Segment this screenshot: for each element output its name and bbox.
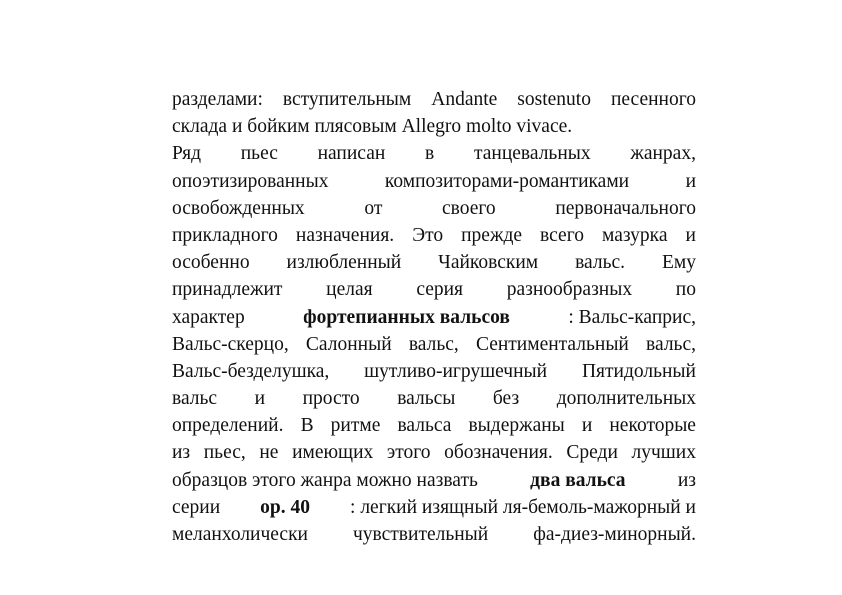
word: определений. xyxy=(172,415,284,437)
word: Чайковским xyxy=(438,252,539,274)
word: разнообразных xyxy=(506,279,633,301)
word: просто xyxy=(302,388,360,410)
text-line xyxy=(172,304,696,331)
word: Сентиментальный xyxy=(475,333,629,355)
word: своего xyxy=(442,197,496,219)
word: Это xyxy=(412,224,444,246)
text-line xyxy=(172,331,696,358)
word: написан xyxy=(317,143,386,165)
word: вальса xyxy=(397,415,452,437)
text-segment: характер xyxy=(172,306,245,328)
text-segment: образцов этого жанра можно назвать xyxy=(172,469,478,491)
word: первоначального xyxy=(555,197,696,219)
word: принадлежит xyxy=(172,279,283,301)
word: и xyxy=(254,388,266,410)
word: всего xyxy=(540,224,584,246)
text-line xyxy=(172,249,696,276)
word: назначения. xyxy=(295,224,395,246)
word: пьес xyxy=(240,143,278,165)
word: вступительным xyxy=(282,89,412,110)
word: по xyxy=(675,279,696,301)
word: танцевальных xyxy=(473,143,591,165)
text-line xyxy=(172,113,696,140)
word: прикладного xyxy=(172,224,278,246)
word: не xyxy=(259,442,279,464)
word: вальс xyxy=(172,388,218,410)
text-line xyxy=(172,385,696,412)
word: особенно xyxy=(172,252,250,274)
word: чувствительный xyxy=(352,524,489,545)
word: Andante xyxy=(431,89,498,110)
word: Ему xyxy=(661,252,696,274)
text-line-content xyxy=(172,412,696,439)
word: шутливо-игрушечный xyxy=(364,360,548,382)
text-line xyxy=(172,439,696,466)
word: вальс, xyxy=(408,333,459,355)
word: целая xyxy=(326,279,373,301)
text-line xyxy=(172,140,696,167)
word: излюбленный xyxy=(286,252,402,274)
word: этого xyxy=(386,442,431,464)
word: мазурка xyxy=(601,224,668,246)
word: пьес, xyxy=(203,442,246,464)
text-line xyxy=(172,195,696,222)
word: меланхолически xyxy=(172,524,308,545)
word: разделами: xyxy=(172,89,263,110)
word: sostenuto xyxy=(517,89,591,110)
text-line xyxy=(172,276,696,303)
text-segment: : Вальс-каприс, xyxy=(568,306,696,328)
text-line xyxy=(172,222,696,249)
text-line-content: склада и бойким плясовым Allegro molto vivace. xyxy=(172,116,573,138)
word: вальс. xyxy=(575,252,626,274)
word: Ряд xyxy=(172,143,201,165)
text-line-content xyxy=(172,385,696,412)
text-line-content xyxy=(172,140,696,167)
word: в xyxy=(425,143,435,165)
word: имеющих xyxy=(292,442,374,464)
body-text xyxy=(172,86,696,548)
text-line xyxy=(172,412,696,439)
text-line xyxy=(172,467,696,494)
bold-text-segment: ор. 40 xyxy=(260,496,311,518)
word: дополнительных xyxy=(556,388,696,410)
word: выдержаны xyxy=(468,415,565,437)
word: Салонный xyxy=(305,333,392,355)
word: вальсы xyxy=(397,388,456,410)
text-line-content xyxy=(172,222,696,249)
text-line xyxy=(172,168,696,195)
word: прежде xyxy=(461,224,523,246)
word: фа-диез-минорный. xyxy=(533,524,696,545)
text-line-content xyxy=(172,276,696,303)
word: некоторые xyxy=(609,415,696,437)
text-line-content xyxy=(172,439,696,466)
word: и xyxy=(685,170,696,192)
text-line-content xyxy=(172,358,696,385)
text-line xyxy=(172,494,696,521)
word: и xyxy=(685,224,696,246)
word: от xyxy=(364,197,383,219)
word: жанрах, xyxy=(630,143,696,165)
word: лучших xyxy=(631,442,696,464)
word: Вальс-безделушка, xyxy=(172,360,330,382)
text-segment: из xyxy=(677,469,696,491)
word: В xyxy=(300,415,314,437)
text-line xyxy=(172,86,696,113)
word: без xyxy=(492,388,520,410)
word: Пятидольный xyxy=(581,360,696,382)
word: ритме xyxy=(330,415,381,437)
text-line-content xyxy=(172,168,696,195)
text-line-content xyxy=(172,86,696,113)
text-line xyxy=(172,358,696,385)
word: освобожденных xyxy=(172,197,305,219)
word: опоэтизированных xyxy=(172,170,329,192)
bold-text-segment: фортепианных вальсов xyxy=(303,306,510,328)
word: вальс, xyxy=(646,333,696,355)
text-line-content xyxy=(172,331,696,358)
text-segment: серии xyxy=(172,496,221,518)
text-segment: : легкий изящный ля-бемоль-мажорный и xyxy=(350,496,696,518)
word: Вальс-скерцо, xyxy=(172,333,289,355)
word: из xyxy=(172,442,191,464)
text-line-content xyxy=(172,249,696,276)
text-line-content xyxy=(172,195,696,222)
word: Среди xyxy=(566,442,618,464)
text-line xyxy=(172,521,696,548)
word: серия xyxy=(416,279,464,301)
word: обозначения. xyxy=(444,442,553,464)
word: и xyxy=(581,415,593,437)
bold-text-segment: два вальса xyxy=(530,469,626,491)
word: композиторами-романтиками xyxy=(384,170,630,192)
word: песенного xyxy=(610,89,696,110)
text-line-content xyxy=(172,521,696,548)
